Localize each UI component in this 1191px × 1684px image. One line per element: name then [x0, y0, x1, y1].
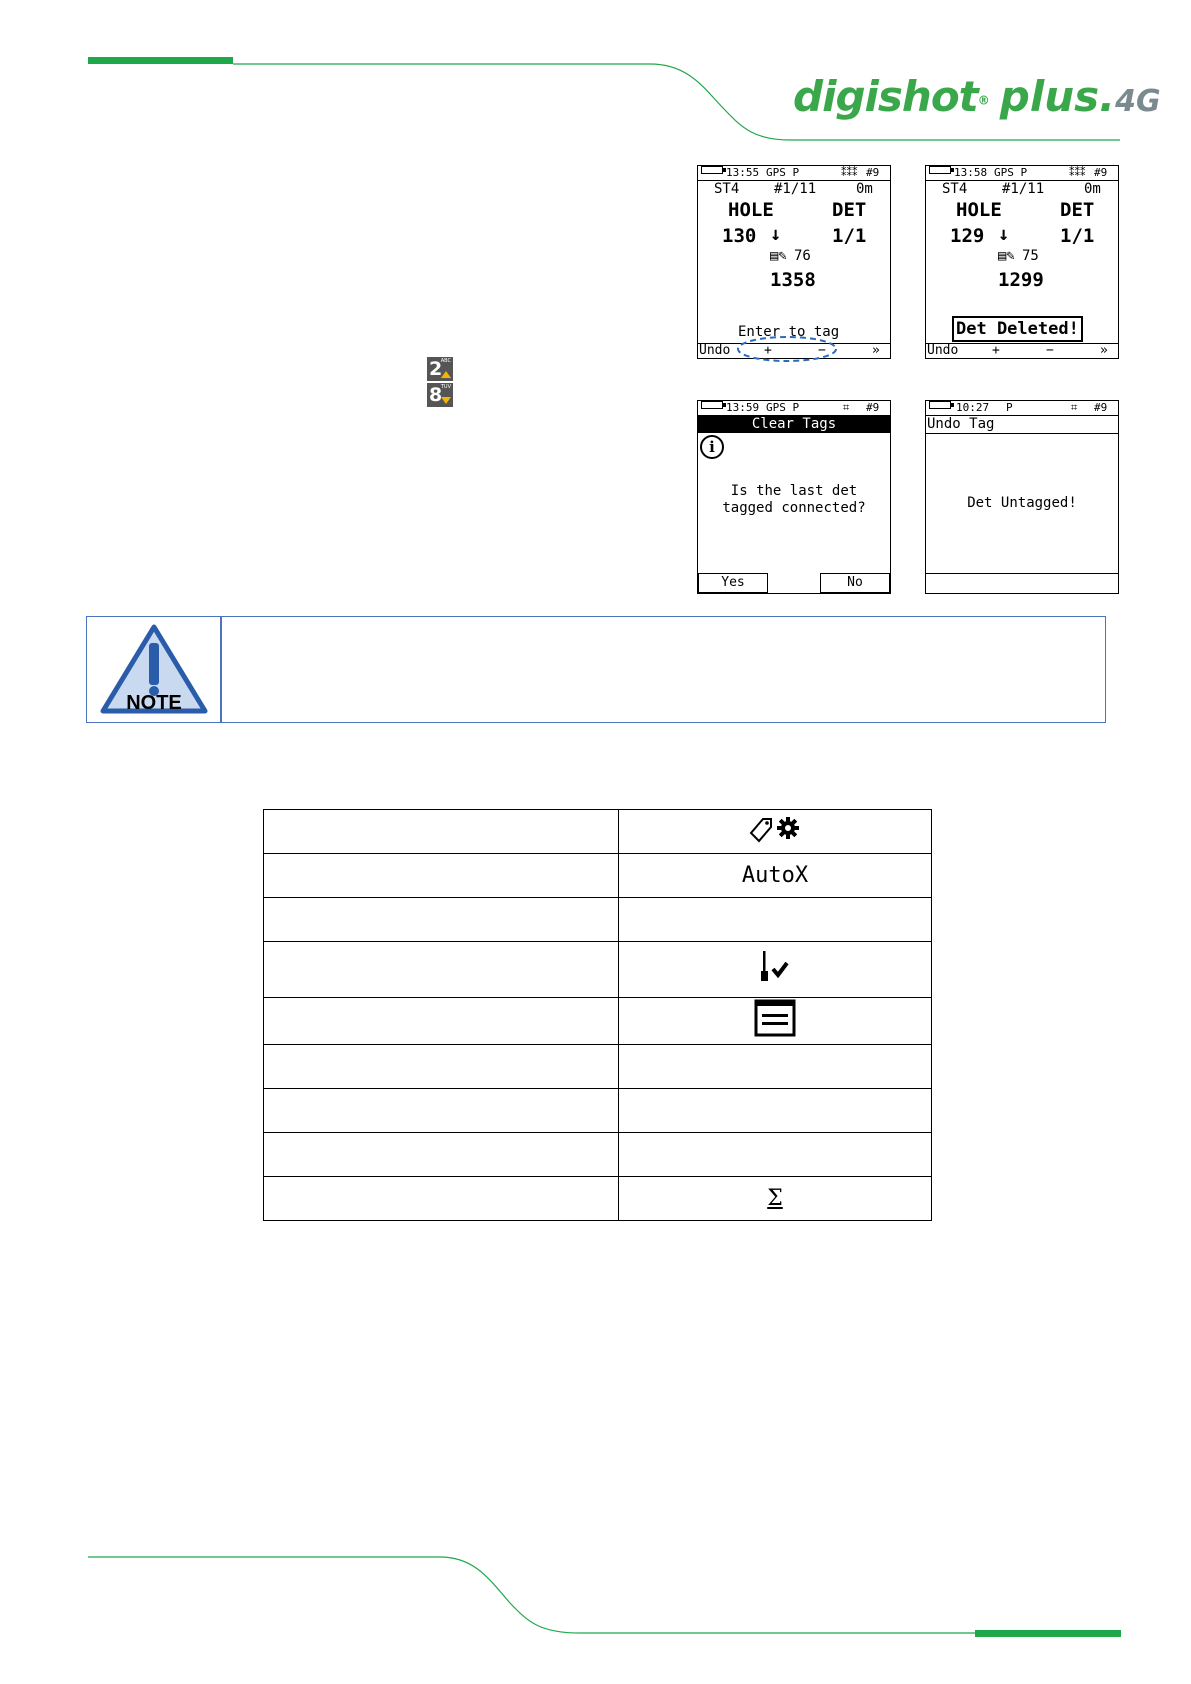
softkey-bar [926, 573, 1118, 594]
key-digit: 2 [429, 358, 443, 380]
digishot-logo [793, 72, 1161, 121]
status-bar [926, 166, 1118, 181]
table-cell-icon [619, 998, 932, 1045]
table-row [264, 1089, 932, 1133]
status-message: Enter to tag [738, 324, 840, 340]
battery-icon [929, 166, 951, 174]
hole-value: 129 [950, 225, 985, 247]
table-cell-icon [619, 898, 932, 942]
status-bar [926, 401, 1118, 416]
status-number: #9 [1094, 401, 1108, 414]
note-box [86, 616, 1106, 723]
hole-index: #1/11 [1002, 181, 1045, 197]
distance: 0m [1084, 181, 1101, 197]
undo-softkey[interactable]: Undo [699, 343, 731, 358]
table-cell-label [264, 1045, 619, 1089]
table-row [264, 998, 932, 1045]
arrow-down-icon: ↓ [998, 223, 1010, 245]
table-cell-label [264, 898, 619, 942]
info-icon: i [700, 435, 724, 459]
det-value: 1/1 [1060, 225, 1095, 247]
det-code: 1299 [998, 269, 1044, 291]
det-deleted-message: Det Deleted! [952, 316, 1083, 342]
table-cell-icon [619, 854, 932, 898]
det-code: 1358 [770, 269, 816, 291]
status-gps: GPS P [766, 166, 800, 179]
status-gps: P [1006, 401, 1013, 414]
stage-label: ST4 [942, 181, 968, 197]
det-label: DET [832, 199, 867, 221]
table-cell-label [264, 810, 619, 854]
dialog-title: Undo Tag [926, 416, 1119, 434]
key-letters: TUV [440, 384, 451, 390]
sigma-icon: Σ [767, 1186, 783, 1211]
icon-table [263, 809, 932, 1221]
status-time: 10:27 [956, 401, 990, 414]
status-gps: GPS P [994, 166, 1028, 179]
status-time: 13:58 [954, 166, 988, 179]
battery-icon [701, 401, 723, 409]
table-cell-icon [619, 1089, 932, 1133]
status-number: #9 [866, 401, 880, 414]
undo-softkey[interactable]: Undo [927, 343, 959, 358]
distance: 0m [856, 181, 873, 197]
logo-text-4g: 4G [1115, 84, 1161, 119]
battery-icon [701, 166, 723, 174]
table-cell-label [264, 854, 619, 898]
status-number: #9 [1094, 166, 1108, 179]
dialog-line-2: tagged connected? [722, 500, 866, 516]
header-accent-bar [88, 57, 233, 64]
plus-softkey[interactable]: + [764, 343, 772, 358]
hole-index: #1/11 [774, 181, 817, 197]
device-screen-clear-tags [697, 400, 891, 594]
plus-softkey[interactable]: + [992, 343, 1000, 358]
footer-rule [88, 1557, 975, 1633]
key-2-up-icon [427, 357, 453, 381]
note-label: NOTE [126, 692, 182, 714]
hole-value: 130 [722, 225, 757, 247]
dialog-message [698, 483, 890, 517]
logo-text-digishot: digishot [793, 72, 978, 121]
delay-value: 75 [1022, 248, 1039, 264]
tag-gear-icon [745, 813, 805, 845]
autox-text: AutoX [741, 863, 809, 888]
status-time: 13:55 [726, 166, 760, 179]
table-cell-icon [619, 810, 932, 854]
delay-edit-icon: ▤✎ [770, 248, 787, 264]
dialog-title: Clear Tags [698, 416, 890, 433]
table-row [264, 1133, 932, 1177]
highlight-ellipse [735, 333, 839, 365]
key-8-down-icon [427, 383, 453, 407]
device-screen-det-deleted [925, 165, 1119, 359]
table-row [264, 1045, 932, 1089]
device-screen-undo-tag [925, 400, 1119, 594]
hole-label: HOLE [728, 199, 774, 221]
arrow-down-icon: ↓ [770, 223, 782, 245]
table-row [264, 854, 932, 898]
key-letters: ABC [440, 358, 451, 364]
status-bar [698, 166, 890, 181]
minus-softkey[interactable]: − [818, 343, 826, 358]
battery-icon [929, 401, 951, 409]
softkey-bar [926, 343, 1118, 358]
detonator-check-icon [753, 949, 797, 985]
table-row [264, 1177, 932, 1221]
status-time: 13:59 [726, 401, 760, 414]
table-cell-label [264, 1089, 619, 1133]
arrow-up-icon [441, 371, 451, 378]
table-cell-label [264, 1133, 619, 1177]
yes-button[interactable]: Yes [698, 573, 768, 593]
table-cell-icon [619, 1133, 932, 1177]
table-cell-icon [619, 1045, 932, 1089]
det-value: 1/1 [832, 225, 867, 247]
note-separator [220, 617, 222, 722]
table-cell-icon [619, 1177, 932, 1221]
hole-label: HOLE [956, 199, 1002, 221]
more-softkey[interactable]: » [1100, 343, 1108, 358]
signal-icon: ⌗ [1071, 401, 1078, 414]
det-label: DET [1060, 199, 1095, 221]
logo-text-plus: plus. [999, 72, 1116, 121]
footer-accent-bar [975, 1630, 1121, 1637]
delay-edit-icon: ▤✎ [998, 248, 1015, 264]
signal-icon: ⌗ [843, 401, 850, 414]
table-cell-label [264, 942, 619, 998]
status-number: #9 [866, 166, 880, 179]
table-row [264, 810, 932, 854]
menu-icon [753, 998, 797, 1038]
status-bar [698, 401, 890, 416]
status-gps: GPS P [766, 401, 800, 414]
det-untagged-message: Det Untagged! [967, 495, 1077, 511]
minus-softkey[interactable]: − [1046, 343, 1054, 358]
table-cell-icon [619, 942, 932, 998]
arrow-down-icon [441, 397, 451, 404]
table-row [264, 942, 932, 998]
table-cell-label [264, 1177, 619, 1221]
no-button[interactable]: No [820, 573, 890, 593]
dialog-line-1: Is the last det [730, 483, 858, 499]
logo-registered: ® [977, 93, 990, 108]
table-cell-label [264, 998, 619, 1045]
delay-value: 76 [794, 248, 811, 264]
signal-icon: ⁑⁑⁑ [841, 166, 858, 179]
stage-label: ST4 [714, 181, 740, 197]
note-warning-icon [99, 623, 209, 717]
device-screen-tagging [697, 165, 891, 359]
signal-icon: ⁑⁑⁑ [1069, 166, 1086, 179]
key-digit: 8 [429, 384, 443, 406]
more-softkey[interactable]: » [872, 343, 880, 358]
table-row [264, 898, 932, 942]
